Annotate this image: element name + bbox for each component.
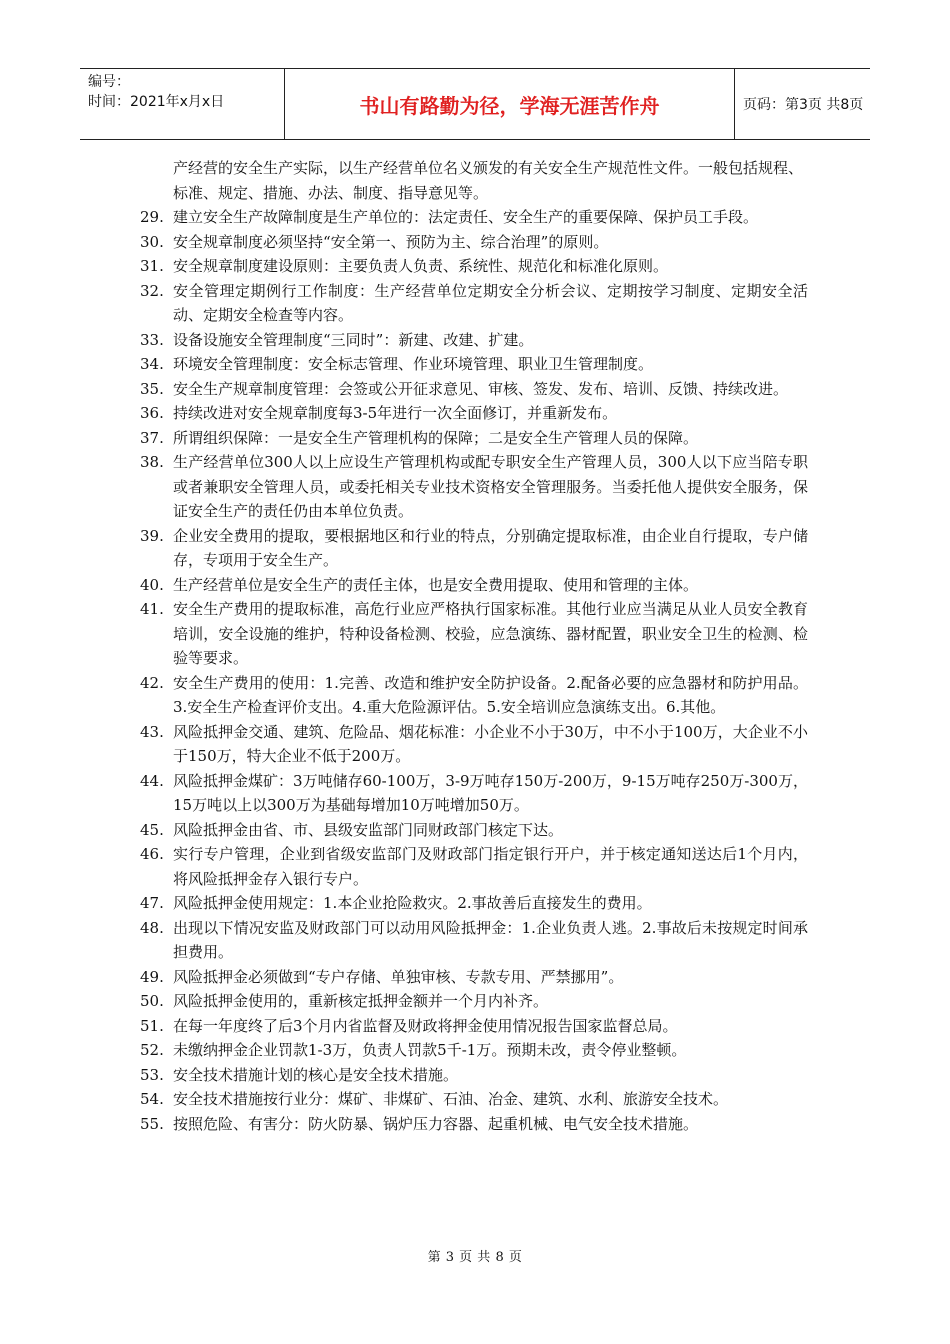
- list-item: [140, 965, 808, 990]
- header-page-info: 页码：第3页 共8页: [743, 97, 864, 113]
- serial-label: 编号：: [88, 74, 130, 90]
- list-item: [140, 254, 808, 279]
- list-item-number: 48.: [140, 918, 164, 937]
- list-item: [140, 401, 808, 426]
- list-item: [140, 1087, 808, 1112]
- list-item-number: 46.: [140, 845, 164, 863]
- list-item-text: 生产经营单位是安全生产的责任主体，也是安全费用提取、使用和管理的主体。: [173, 575, 699, 594]
- list-item-number: 40.: [140, 575, 164, 594]
- list-item-number: 36.: [140, 404, 164, 422]
- list-item-number: 33.: [140, 330, 164, 349]
- list-item-text: 安全规章制度必须坚持“安全第一、预防为主、综合治理”的原则。: [173, 232, 609, 251]
- list-item: [140, 426, 808, 451]
- list-item-text: 安全生产费用的提取标准，高危行业应严格执行国家标准。其他行业应当满足从业人员安全教育培训，安全设施的维护，特种设备检测、校验，应急演练、器材配置，职业安全卫生的检测、检验等要求。: [173, 600, 808, 667]
- list-item-number: 29.: [140, 208, 164, 226]
- list-item-text: 未缴纳押金企业罚款1-3万，负责人罚款5千-1万。预期未改，责令停业整顿。: [173, 1041, 687, 1059]
- list-item: [140, 352, 808, 377]
- list-item-number: 49.: [140, 967, 164, 986]
- list-item: [140, 769, 808, 818]
- list-item-number: 34.: [140, 355, 164, 373]
- list-item-text: 风险抵押金由省、市、县级安监部门同财政部门核定下达。: [173, 820, 564, 839]
- list-item: [140, 1112, 808, 1137]
- list-item-number: 30.: [140, 232, 164, 251]
- list-item-text: 生产经营单位300人以上应设生产管理机构或配专职安全生产管理人员，300人以下应当陪专职或者兼职安全管理人员，或委托相关专业技术资格安全管理服务。当委托他人提供安全服务，保证安全生产的责任仍由本单位负责。: [173, 453, 808, 520]
- list-item-number: 32.: [140, 281, 164, 300]
- list-item-text: 企业安全费用的提取，要根据地区和行业的特点，分别确定提取标准，由企业自行提取，专户储存，专项用于安全生产。: [173, 526, 808, 569]
- header-meta: [80, 69, 285, 139]
- header-motto: 书山有路勤为径，学海无涯苦作舟: [285, 69, 735, 139]
- list-item-number: 37.: [140, 428, 164, 447]
- intro-paragraph: 产经营的安全生产实际，以生产经营单位名义颁发的有关安全生产规范性文件。一般包括规程、标准、规定、措施、办法、制度、指导意见等。: [173, 159, 804, 202]
- list-item: [140, 205, 808, 230]
- list-item-text: 环境安全管理制度：安全标志管理、作业环境管理、职业卫生管理制度。: [173, 355, 654, 373]
- list-item-text: 所谓组织保障：一是安全生产管理机构的保障；二是安全生产管理人员的保障。: [173, 428, 699, 447]
- list-item-number: 53.: [140, 1065, 164, 1084]
- list-item-number: 50.: [140, 992, 164, 1010]
- list-item-number: 39.: [140, 526, 164, 545]
- list-item-number: 45.: [140, 820, 164, 839]
- list-item-number: 54.: [140, 1090, 164, 1108]
- list-item-number: 47.: [140, 894, 164, 912]
- list-item-text: 安全技术措施计划的核心是安全技术措施。: [173, 1065, 459, 1084]
- list-item: [140, 818, 808, 843]
- list-item: [140, 891, 808, 916]
- list-item: [140, 524, 808, 573]
- list-item: [140, 671, 808, 720]
- list-item-number: 31.: [140, 257, 164, 275]
- numbered-list: [140, 205, 808, 1136]
- list-item: [140, 328, 808, 353]
- list-item-number: 51.: [140, 1016, 164, 1035]
- list-item: [140, 1014, 808, 1039]
- list-item-text: 安全规章制度建设原则：主要负责人负责、系统性、规范化和标准化原则。: [173, 257, 669, 275]
- list-item-text: 风险抵押金煤矿：3万吨储存60-100万，3-9万吨存150万-200万，9-15万吨存250万-300万，15万吨以上以300万为基础每增加10万吨增加50万。: [173, 771, 808, 814]
- list-item: [140, 720, 808, 769]
- list-item: [140, 842, 808, 891]
- list-item-text: 出现以下情况安监及财政部门可以动用风险抵押金：1.企业负责人逃。2.事故后未按规定时间承担费用。: [173, 918, 808, 961]
- list-item: [140, 916, 808, 965]
- list-item-number: 42.: [140, 673, 164, 692]
- list-item-text: 建立安全生产故障制度是生产单位的：法定责任、安全生产的重要保障、保护员工手段。: [173, 208, 759, 226]
- list-item-text: 安全技术措施按行业分：煤矿、非煤矿、石油、冶金、建筑、水利、旅游安全技术。: [173, 1090, 729, 1108]
- list-item-text: 按照危险、有害分：防火防暴、锅炉压力容器、起重机械、电气安全技术措施。: [173, 1114, 699, 1133]
- list-item-text: 风险抵押金使用规定：1.本企业抢险救灾。2.事故善后直接发生的费用。: [173, 894, 652, 912]
- page-footer: 第 3 页 共 8 页: [427, 1250, 523, 1265]
- list-item-text: 持续改进对安全规章制度每3-5年进行一次全面修订，并重新发布。: [173, 404, 618, 422]
- list-item-number: 38.: [140, 453, 164, 471]
- list-item-number: 52.: [140, 1041, 164, 1059]
- list-item-number: 41.: [140, 600, 164, 618]
- list-item-number: 35.: [140, 379, 164, 398]
- list-item-text: 安全管理定期例行工作制度：生产经营单位定期安全分析会议、定期按学习制度、定期安全活动、定期安全检查等内容。: [173, 281, 808, 324]
- list-item-text: 设备设施安全管理制度“三同时”：新建、改建、扩建。: [173, 330, 534, 349]
- list-item: [140, 989, 808, 1014]
- list-item: [140, 377, 808, 402]
- list-item-text: 风险抵押金交通、建筑、危险品、烟花标准：小企业不小于30万，中不小于100万，大企业不小于150万，特大企业不低于200万。: [173, 722, 808, 765]
- list-item: [140, 1038, 808, 1063]
- list-item-number: 55.: [140, 1114, 164, 1133]
- header-table: [80, 68, 870, 140]
- list-item-number: 44.: [140, 771, 164, 790]
- list-item-text: 安全生产规章制度管理：会签或公开征求意见、审核、签发、发布、培训、反馈、持续改进。: [173, 379, 789, 398]
- list-item-text: 安全生产费用的使用：1.完善、改造和维护安全防护设备。2.配备必要的应急器材和防护用品。3.安全生产检查评价支出。4.重大危险源评估。5.安全培训应急演练支出。6.其他。: [173, 673, 808, 716]
- list-item-text: 在每一年度终了后3个月内省监督及财政将押金使用情况报告国家监督总局。: [173, 1016, 678, 1035]
- list-item-text: 风险抵押金使用的，重新核定抵押金额并一个月内补齐。: [173, 992, 549, 1010]
- list-item: [140, 1063, 808, 1088]
- document-body: [140, 156, 808, 1136]
- list-item: [140, 597, 808, 671]
- list-item: [140, 573, 808, 598]
- list-item: [140, 450, 808, 524]
- list-item: [140, 230, 808, 255]
- list-item-number: 43.: [140, 722, 164, 741]
- list-item-text: 风险抵押金必须做到“专户存储、单独审核、专款专用、严禁挪用”。: [173, 967, 624, 986]
- list-item-text: 实行专户管理，企业到省级安监部门及财政部门指定银行开户，并于核定通知送达后1个月内，将风险抵押金存入银行专户。: [173, 845, 808, 888]
- list-item: [140, 279, 808, 328]
- time-label: 时间：2021年x月x日: [88, 94, 225, 110]
